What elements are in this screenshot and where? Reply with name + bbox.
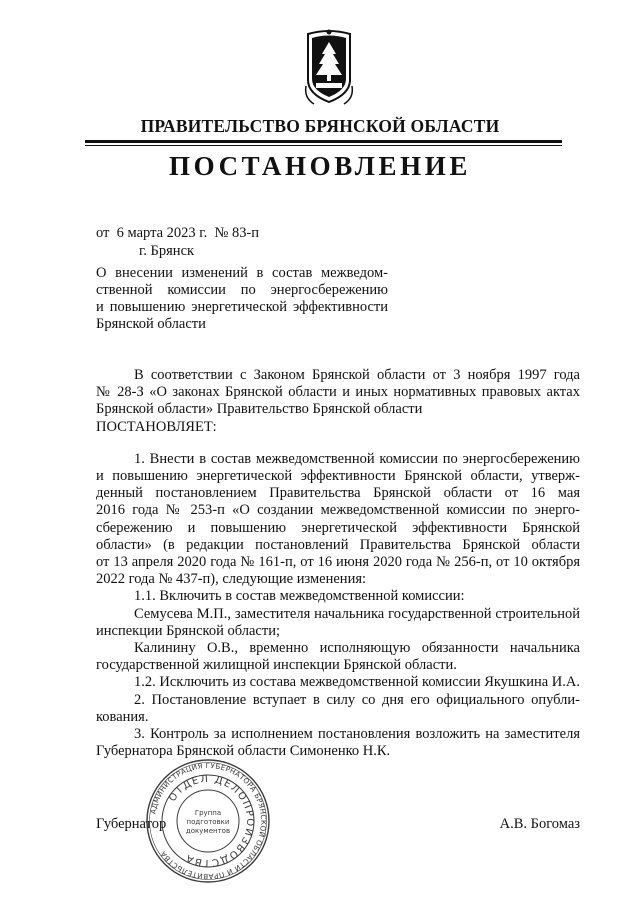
subject-line: ственной комиссии по энергосбережению xyxy=(96,282,388,298)
stamp-middle-text: ОТДЕЛ ДЕЛОПРОИЗВОДСТВА xyxy=(167,773,256,869)
item-3: 3. Контроль за исполнением постановления возложить на заместителя Губернатора Брянской области Симоненко Н.К. xyxy=(96,726,580,760)
item-2: 2. Постановление вступает в силу со дня его официального опубли- кования. xyxy=(96,691,580,725)
subject-line: и повышению энергетической эффективности xyxy=(96,299,388,315)
document-date-number: от 6 марта 2023 г. № 83-п xyxy=(96,225,260,241)
coat-of-arms-icon xyxy=(302,28,356,106)
office-stamp xyxy=(145,758,271,884)
document-body xyxy=(96,367,580,760)
item-1-2: 1.2. Исключить из состава межведомственной комиссии Якушкина И.А. xyxy=(134,674,580,691)
stamp-center-line: Группа xyxy=(194,809,222,817)
header-rule-thick xyxy=(85,140,562,143)
stamp-center-line: документов xyxy=(185,827,231,835)
header-rule-thin xyxy=(85,145,562,146)
preamble: В соответствии с Законом Брянской области от 3 ноября 1997 года № 28-З «О законах Брянской области и иных нормативных правовых актах Брянской области» Правительство Брянской области ПОСТАНОВЛЯЕТ: xyxy=(96,367,580,435)
signature-name: А.В. Богомаз xyxy=(499,816,580,832)
subject-line: Брянской области xyxy=(96,316,206,332)
item-1: 1. Внести в состав межведомственной комиссии по энергосбережению и повышению энергетической эффективности Брянской области, утверж- денный постановлением Правительства Брянской области от 16 мая 2016 года № 253-п «О создании межведомственной комиссии по энерго- сбережению и повышению энергетической эффективности Брянской области» (в редакции постановлений Правительства Брянской области от 13 апреля 2020 года № 161-п, от 16 июня 2020 года № 256-п, от 10 октября 2022 года № 437-п), следующие изменения: xyxy=(96,450,580,588)
signature-position: Губернатор xyxy=(96,816,167,832)
stamp-center-line: подготовки xyxy=(186,818,230,826)
document-subject xyxy=(96,265,388,333)
subject-line: О внесении изменений в состав межведом- xyxy=(96,265,388,281)
item-1-1: 1.1. Включить в состав межведомственной комиссии: xyxy=(134,588,465,605)
new-member-2: Калинину О.В., временно исполняющую обязанности начальника государственной жилищной инспекции Брянской области. xyxy=(96,640,580,674)
document-type: ПОСТАНОВЛЕНИЕ xyxy=(169,151,471,181)
org-title: ПРАВИТЕЛЬСТВО БРЯНСКОЙ ОБЛАСТИ xyxy=(140,116,500,136)
new-member-1: Семусева М.П., заместителя начальника государственной строительной инспекции Брянской области; xyxy=(96,605,580,639)
stamp-outer-text: АДМИНИСТРАЦИЯ ГУБЕРНАТОРА БРЯНСКОЙ ОБЛАСТИ И ПРАВИТЕЛЬСТВА xyxy=(148,760,269,882)
document-city: г. Брянск xyxy=(139,243,195,259)
